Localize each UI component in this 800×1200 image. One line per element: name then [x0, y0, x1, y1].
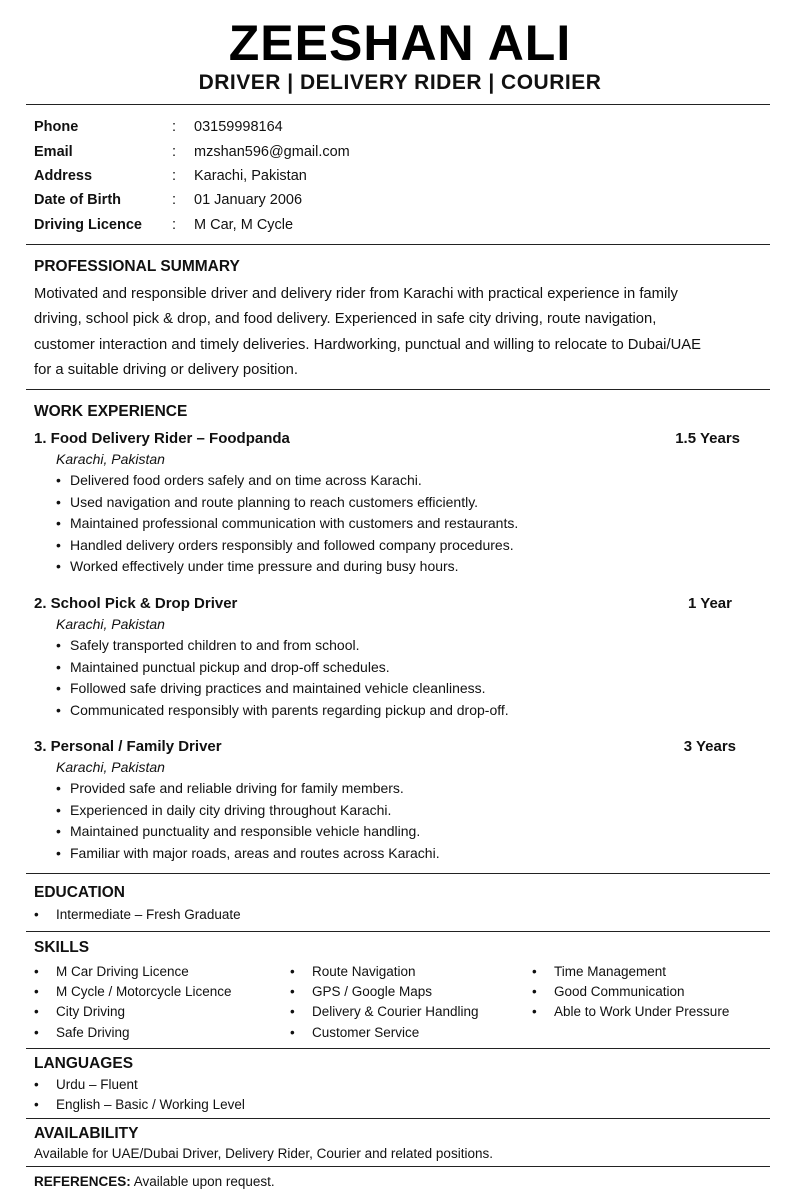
bullet: • — [56, 680, 61, 696]
list-item: • Good Communication — [532, 982, 752, 1002]
availability-heading: AVAILABILITY — [34, 1125, 139, 1142]
list-item: • M Car Driving Licence — [34, 962, 290, 982]
job-duties — [34, 635, 754, 721]
experience-heading: WORK EXPERIENCE — [34, 403, 188, 420]
contact-separator: : — [172, 167, 177, 184]
job-entry — [34, 427, 754, 578]
skills-column — [532, 962, 752, 1043]
contact-row-email — [34, 139, 754, 163]
skills-grid — [34, 962, 754, 1043]
bullet: • — [56, 558, 61, 574]
job-header — [34, 427, 754, 449]
job-duties — [34, 470, 754, 578]
contact-value: mzshan596@gmail.com — [194, 143, 350, 160]
bullet: • — [34, 1024, 39, 1040]
contact-value: 03159998164 — [194, 119, 283, 136]
list-item: • Used navigation and route planning to reach customers efficiently. — [56, 492, 754, 514]
divider — [26, 873, 770, 874]
list-item: • Delivery & Courier Handling — [290, 1002, 532, 1022]
list-item: • Route Navigation — [290, 962, 532, 982]
list-item: • Communicated responsibly with parents regarding pickup and drop-off. — [56, 700, 754, 722]
contact-label: Phone — [34, 119, 79, 136]
candidate-name: ZEESHAN ALI — [228, 15, 572, 71]
contact-row-licence — [34, 213, 754, 237]
divider — [26, 1118, 770, 1119]
languages-list — [34, 1075, 245, 1115]
contact-separator: : — [172, 143, 177, 160]
references-text: Available upon request. — [133, 1174, 275, 1189]
list-item: • Provided safe and reliable driving for family members. — [56, 778, 754, 800]
list-item: • English – Basic / Working Level — [34, 1095, 245, 1115]
contact-details — [34, 115, 754, 237]
list-item: • Maintained punctuality and responsible vehicle handling. — [56, 821, 754, 843]
bullet: • — [34, 1004, 39, 1020]
bullet: • — [56, 637, 61, 653]
job-duration: 1.5 Years — [675, 429, 740, 447]
divider — [26, 931, 770, 932]
skills-column — [34, 962, 290, 1043]
job-duration: 1 Year — [688, 594, 732, 612]
list-item: • Intermediate – Fresh Graduate — [34, 905, 241, 925]
job-title: 3. Personal / Family Driver — [34, 737, 222, 755]
job-entry — [34, 735, 754, 864]
contact-value: M Car, M Cycle — [194, 216, 294, 233]
contact-separator: : — [172, 119, 177, 136]
divider — [26, 1048, 770, 1049]
education-heading: EDUCATION — [34, 884, 125, 901]
bullet: • — [290, 1004, 295, 1020]
list-item: • Urdu – Fluent — [34, 1075, 245, 1095]
education-list — [34, 905, 241, 925]
contact-row-phone — [34, 115, 754, 139]
job-entry — [34, 592, 754, 721]
bullet: • — [532, 1004, 537, 1020]
bullet: • — [532, 984, 537, 1000]
bullet: • — [56, 823, 61, 839]
references-line — [34, 1172, 275, 1192]
bullet: • — [34, 964, 39, 979]
list-item: • Maintained professional communication with customers and restaurants. — [56, 513, 754, 535]
references-label: REFERENCES: — [34, 1174, 131, 1189]
divider — [26, 244, 770, 245]
bullet: • — [56, 658, 61, 675]
languages-heading: LANGUAGES — [34, 1055, 134, 1072]
bullet: • — [34, 1077, 39, 1092]
list-item: • Worked effectively under time pressure and during busy hours. — [56, 556, 754, 578]
job-location: Karachi, Pakistan — [56, 451, 165, 467]
job-header — [34, 592, 754, 614]
list-item: • Safely transported children to and from school. — [56, 635, 754, 657]
contact-row-address — [34, 164, 754, 188]
divider — [26, 1166, 770, 1167]
job-duration: 3 Years — [683, 737, 736, 755]
bullet: • — [56, 493, 61, 510]
contact-value: Karachi, Pakistan — [194, 167, 307, 184]
skills-column — [290, 962, 532, 1043]
bullet: • — [290, 984, 295, 1000]
list-item: • Time Management — [532, 962, 752, 982]
list-item: • Delivered food orders safely and on time across Karachi. — [56, 470, 754, 492]
bullet: • — [56, 780, 61, 796]
availability-text: Available for UAE/Dubai Driver, Delivery Rider, Courier and related positions. — [34, 1146, 493, 1161]
divider — [26, 389, 770, 390]
divider — [26, 104, 770, 105]
bullet: • — [56, 701, 61, 718]
job-location: Karachi, Pakistan — [56, 759, 165, 775]
bullet: • — [290, 1024, 295, 1040]
list-item: • Maintained punctual pickup and drop-off schedules. — [56, 657, 754, 679]
summary-heading: PROFESSIONAL SUMMARY — [34, 258, 240, 275]
contact-value: 01 January 2006 — [194, 192, 303, 209]
skills-heading: SKILLS — [34, 939, 90, 956]
job-title: 1. Food Delivery Rider – Foodpanda — [34, 429, 290, 447]
bullet: • — [56, 801, 61, 818]
bullet: • — [56, 472, 61, 488]
bullet: • — [56, 515, 61, 531]
contact-label: Address — [34, 167, 93, 184]
job-location: Karachi, Pakistan — [56, 616, 165, 632]
list-item: • M Cycle / Motorcycle Licence — [34, 982, 290, 1002]
bullet: • — [34, 907, 39, 922]
list-item: • GPS / Google Maps — [290, 982, 532, 1002]
contact-row-dob — [34, 188, 754, 212]
list-item: • Experienced in daily city driving throughout Karachi. — [56, 800, 754, 822]
contact-separator: : — [172, 192, 177, 209]
job-duties — [34, 778, 754, 864]
contact-label: Email — [34, 143, 73, 160]
job-title: 2. School Pick & Drop Driver — [34, 594, 238, 612]
job-header — [34, 735, 754, 757]
contact-label: Driving Licence — [34, 216, 142, 233]
list-item: • Able to Work Under Pressure — [532, 1002, 752, 1022]
job-titles: DRIVER | DELIVERY RIDER | COURIER — [198, 71, 602, 94]
list-item: • Followed safe driving practices and maintained vehicle cleanliness. — [56, 678, 754, 700]
bullet: • — [56, 536, 61, 553]
bullet: • — [34, 984, 39, 1000]
summary-text: Motivated and responsible driver and delivery rider from Karachi with practical experience in family driving, school pick & drop, and food delivery. Experienced in safe city driving, route navigation, customer interaction and timely deliveries. Hardworking, punctual and willing to relocate to Dubai/UAE for a suitable driving or delivery position. — [34, 286, 702, 378]
bullet: • — [56, 844, 61, 861]
list-item: • City Driving — [34, 1002, 290, 1022]
list-item: • Customer Service — [290, 1023, 532, 1043]
bullet: • — [34, 1097, 39, 1112]
bullet: • — [532, 964, 537, 979]
bullet: • — [290, 964, 295, 979]
list-item: • Handled delivery orders responsibly and followed company procedures. — [56, 535, 754, 557]
list-item: • Safe Driving — [34, 1023, 290, 1043]
list-item: • Familiar with major roads, areas and routes across Karachi. — [56, 843, 754, 865]
contact-label: Date of Birth — [34, 192, 121, 209]
contact-separator: : — [172, 216, 177, 233]
